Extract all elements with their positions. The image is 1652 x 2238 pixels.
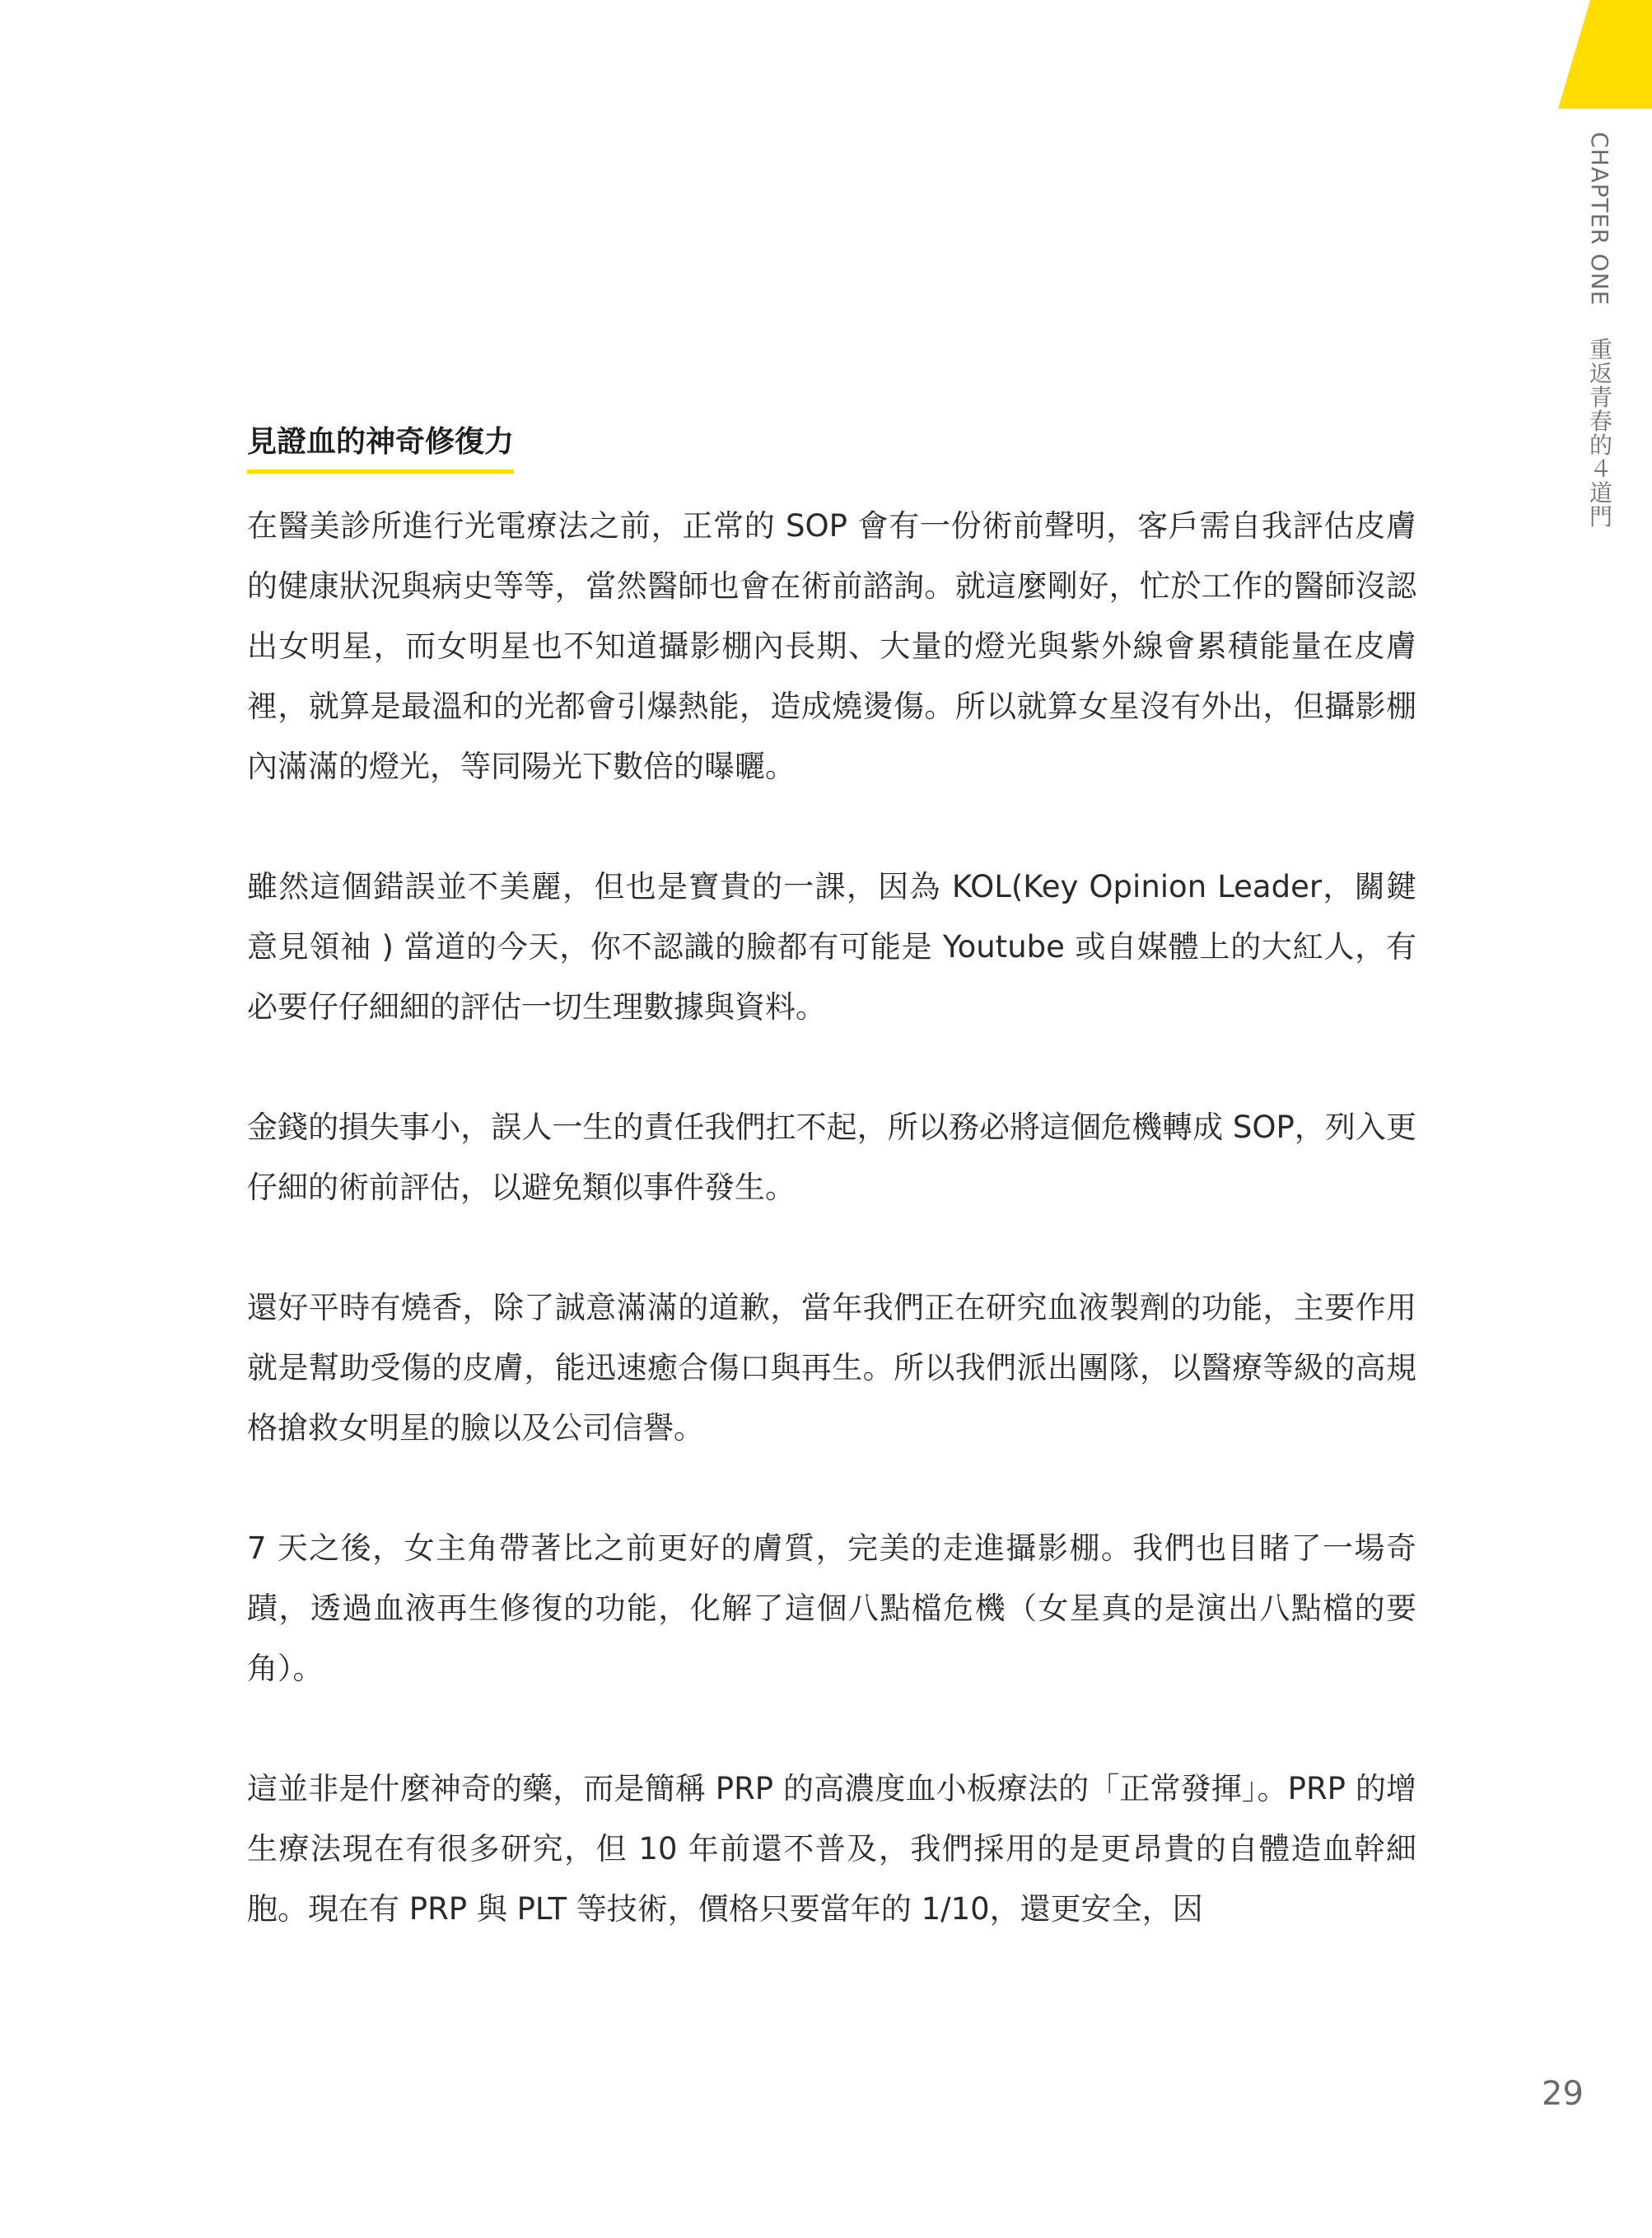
paragraph: 還好平時有燒香，除了誠意滿滿的道歉，當年我們正在研究血液製劑的功能，主要作用就是幫助受傷的皮膚，能迅速癒合傷口與再生。所以我們派出團隊，以醫療等級的高規格搶救女明星的臉以及公司信譽。 [247,1290,1416,1446]
page-number: 29 [1542,2075,1584,2113]
paragraph: 這並非是什麼神奇的藥，而是簡稱 PRP 的高濃度血小板療法的「正常發揮」。PRP 的增生療法現在有很多研究，但 10 年前還不普及，我們採用的是更昂貴的自體造血幹細胞。現在有 PRP 與 PLT 等技術，價格只要當年的 1/10，還更安全，因 [247,1771,1416,1927]
paragraph: 雖然這個錯誤並不美麗，但也是寶貴的一課，因為 KOL(Key Opinion Leader，關鍵意見領袖 ) 當道的今天，你不認識的臉都有可能是 Youtube 或自媒體上的大紅人，有必要仔仔細細的評估一切生理數據與資料。 [247,869,1416,1025]
body-text [247,496,1416,1999]
section-heading: 見證血的神奇修復力 [247,424,514,474]
paragraph: 金錢的損失事小，誤人一生的責任我們扛不起，所以務必將這個危機轉成 SOP，列入更仔細的術前評估，以避免類似事件發生。 [247,1110,1416,1205]
chapter-tab-stripe [1553,0,1652,109]
chapter-label: CHAPTER ONE [1586,132,1613,306]
paragraph: 在醫美診所進行光電療法之前，正常的 SOP 會有一份術前聲明，客戶需自我評估皮膚的健康狀況與病史等等，當然醫師也會在術前諮詢。就這麼剛好，忙於工作的醫師沒認出女明星，而女明星也不知道攝影棚內長期、大量的燈光與紫外線會累積能量在皮膚裡，就算是最溫和的光都會引爆熱能，造成燒燙傷。所以就算女星沒有外出，但攝影棚內滿滿的燈光，等同陽光下數倍的曝曬。 [247,508,1416,784]
running-head [1588,132,1611,528]
yellow-stripe-decoration [1553,0,1652,109]
paragraph: 7 天之後，女主角帶著比之前更好的膚質，完美的走進攝影棚。我們也目睹了一場奇蹟，透過血液再生修復的功能，化解了這個八點檔危機（女星真的是演出八點檔的要角）。 [247,1530,1416,1686]
chapter-title: 重返青春的４道門 [1586,337,1613,529]
